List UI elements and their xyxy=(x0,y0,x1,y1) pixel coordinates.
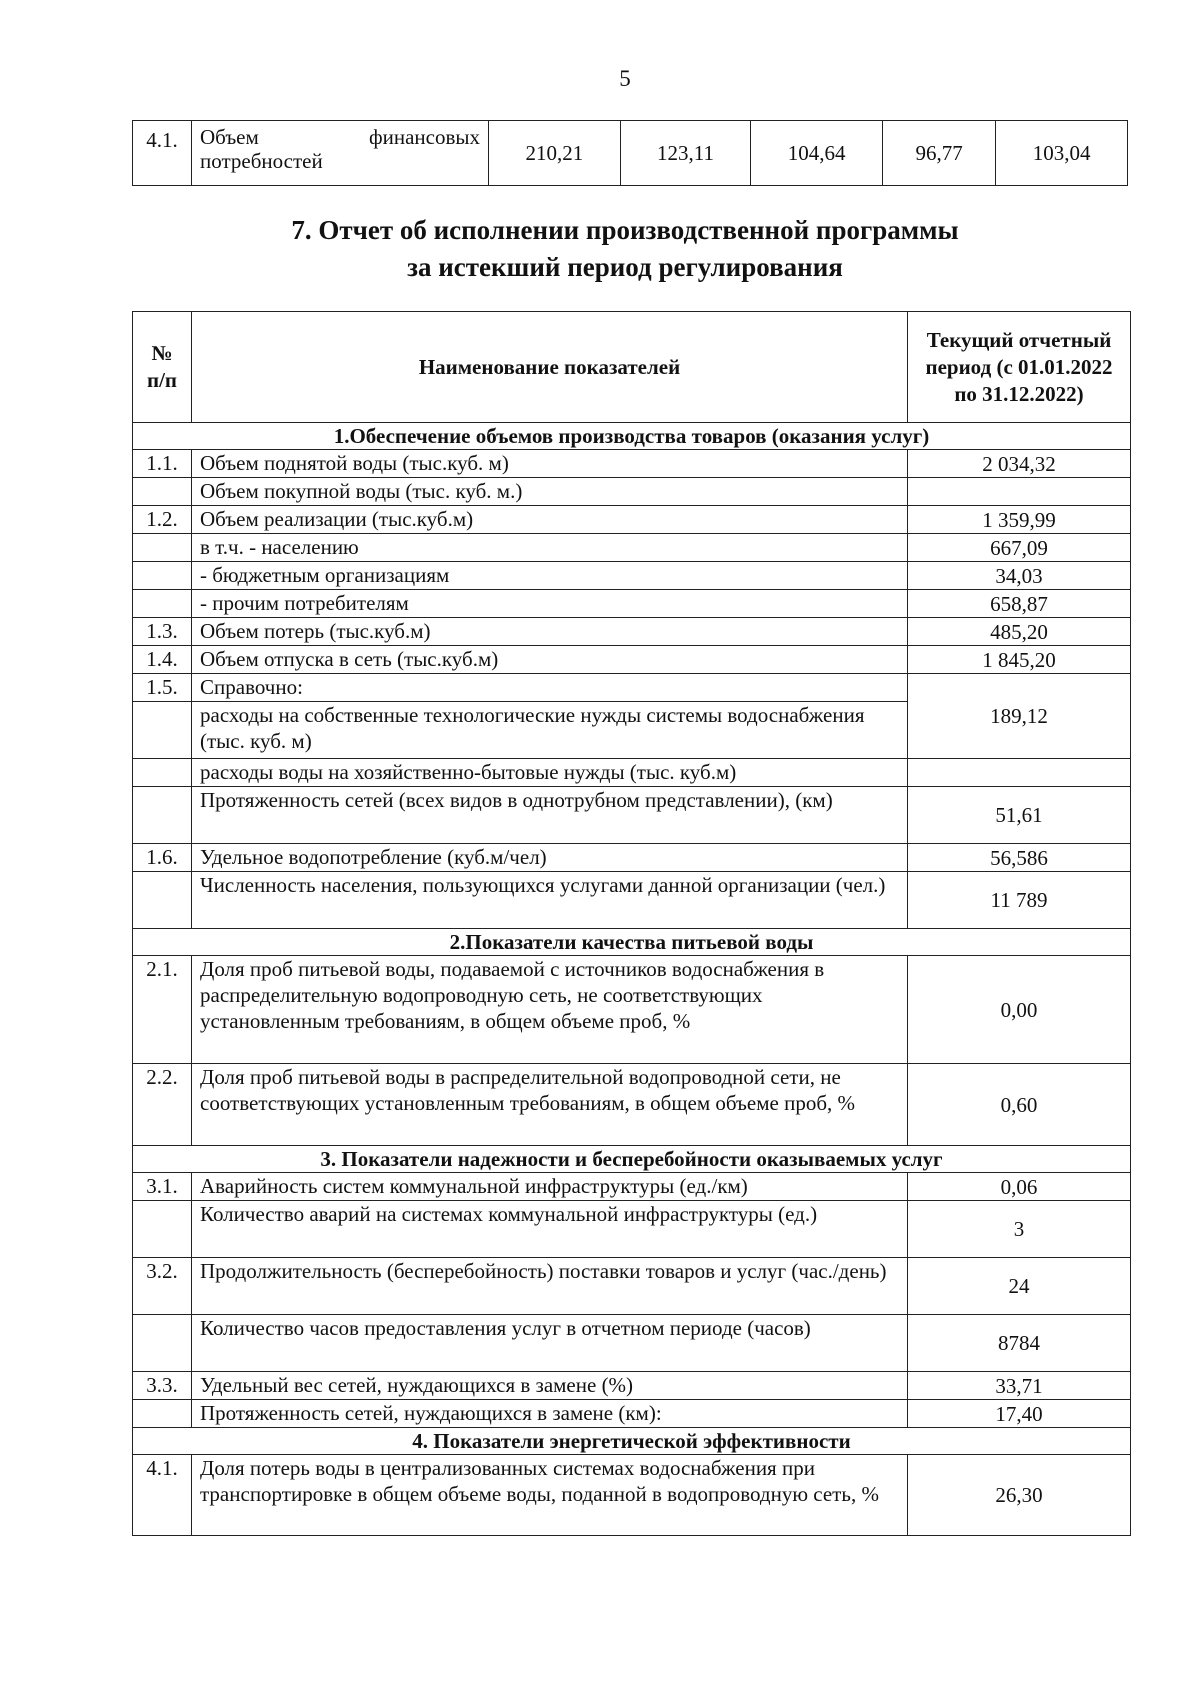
row-number xyxy=(133,478,192,506)
header-value: Текущий отчетный период (с 01.01.2022 по 31.12.2022) xyxy=(908,312,1131,423)
row-number: 1.3. xyxy=(133,618,192,646)
section-row xyxy=(133,423,1131,450)
row-name: Количество часов предоставления услуг в отчетном периоде (часов) xyxy=(192,1315,908,1372)
row-number: 2.2. xyxy=(133,1064,192,1146)
row-number: 3.2. xyxy=(133,1258,192,1315)
value-cell: 104,64 xyxy=(751,121,883,186)
row-name-line2: потребностей xyxy=(200,149,323,173)
value-cell: 26,30 xyxy=(908,1455,1131,1536)
row-name: - прочим потребителям xyxy=(192,590,908,618)
table-row xyxy=(133,844,1131,872)
row-name: расходы на собственные технологические нужды системы водоснабжения (тыс. куб. м) xyxy=(192,702,908,759)
table-row xyxy=(133,450,1131,478)
row-number xyxy=(133,759,192,787)
value-cell xyxy=(908,759,1131,787)
value-cell: 11 789 xyxy=(908,872,1131,929)
table-row xyxy=(133,618,1131,646)
section-title: 3. Показатели надежности и бесперебойности оказываемых услуг xyxy=(133,1146,1131,1173)
value-cell: 96,77 xyxy=(882,121,995,186)
value-cell: 210,21 xyxy=(489,121,621,186)
table-row xyxy=(133,590,1131,618)
table-row xyxy=(133,121,1128,186)
row-name: Объем покупной воды (тыс. куб. м.) xyxy=(192,478,908,506)
table-row xyxy=(133,1315,1131,1372)
value-cell: 56,586 xyxy=(908,844,1131,872)
table-row xyxy=(133,562,1131,590)
value-cell: 667,09 xyxy=(908,534,1131,562)
value-cell: 123,11 xyxy=(620,121,750,186)
row-name: Объем отпуска в сеть (тыс.куб.м) xyxy=(192,646,908,674)
row-number: 1.5. xyxy=(133,674,192,702)
table-header-row xyxy=(133,312,1131,423)
row-number xyxy=(133,534,192,562)
section-title: 2.Показатели качества питьевой воды xyxy=(133,929,1131,956)
value-cell: 0,00 xyxy=(908,956,1131,1064)
row-name: Доля проб питьевой воды в распределительной водопроводной сети, не соответствующих установленным требованиям, в общем объеме проб, % xyxy=(192,1064,908,1146)
value-cell: 103,04 xyxy=(996,121,1128,186)
section-title: 4. Показатели энергетической эффективности xyxy=(133,1428,1131,1455)
row-number xyxy=(133,787,192,844)
row-name: Доля проб питьевой воды, подаваемой с источников водоснабжения в распределительную водопроводную сеть, не соответствующих установленным требованиям, в общем объеме проб, % xyxy=(192,956,908,1064)
row-number: 2.1. xyxy=(133,956,192,1064)
table-row xyxy=(133,1173,1131,1201)
table-row xyxy=(133,872,1131,929)
row-number xyxy=(133,1400,192,1428)
table-row xyxy=(133,478,1131,506)
table-row xyxy=(133,1400,1131,1428)
row-number xyxy=(133,562,192,590)
table-row xyxy=(133,1064,1131,1146)
row-name: Доля потерь воды в централизованных системах водоснабжения при транспортировке в общем объеме воды, поданной в водопроводную сеть, % xyxy=(192,1455,908,1536)
page-number: 5 xyxy=(619,66,631,91)
table-row xyxy=(133,1372,1131,1400)
row-name xyxy=(192,121,489,186)
value-cell: 658,87 xyxy=(908,590,1131,618)
section-row xyxy=(133,1428,1131,1455)
table-row xyxy=(133,1455,1131,1536)
row-name: - бюджетным организациям xyxy=(192,562,908,590)
row-number xyxy=(133,1315,192,1372)
table-row xyxy=(133,1201,1131,1258)
value-cell: 2 034,32 xyxy=(908,450,1131,478)
table-body xyxy=(133,423,1131,1536)
section-heading xyxy=(0,212,1200,286)
row-number: 1.1. xyxy=(133,450,192,478)
row-number: 3.1. xyxy=(133,1173,192,1201)
header-name: Наименование показателей xyxy=(192,312,908,423)
production-program-table xyxy=(132,311,1131,1536)
table-row xyxy=(133,506,1131,534)
heading-line2: за истекший период регулирования xyxy=(407,252,843,282)
value-cell: 1 359,99 xyxy=(908,506,1131,534)
row-name: Объем потерь (тыс.куб.м) xyxy=(192,618,908,646)
value-cell: 24 xyxy=(908,1258,1131,1315)
value-cell: 0,06 xyxy=(908,1173,1131,1201)
section-title: 1.Обеспечение объемов производства товаров (оказания услуг) xyxy=(133,423,1131,450)
row-number: 4.1. xyxy=(133,121,192,186)
value-cell: 1 845,20 xyxy=(908,646,1131,674)
row-number xyxy=(133,872,192,929)
value-cell: 51,61 xyxy=(908,787,1131,844)
row-name: Удельное водопотребление (куб.м/чел) xyxy=(192,844,908,872)
table-row xyxy=(133,759,1131,787)
value-cell: 485,20 xyxy=(908,618,1131,646)
row-name: Справочно: xyxy=(192,674,908,702)
row-name: в т.ч. - населению xyxy=(192,534,908,562)
row-number: 1.4. xyxy=(133,646,192,674)
table-row xyxy=(133,956,1131,1064)
row-name: Аварийность систем коммунальной инфраструктуры (ед./км) xyxy=(192,1173,908,1201)
header-num: № п/п xyxy=(133,312,192,423)
table-row xyxy=(133,787,1131,844)
row-number: 3.3. xyxy=(133,1372,192,1400)
row-number xyxy=(133,702,192,759)
heading-line1: 7. Отчет об исполнении производственной программы xyxy=(291,215,959,245)
row-name: Продолжительность (бесперебойность) поставки товаров и услуг (час./день) xyxy=(192,1258,908,1315)
table-row xyxy=(133,534,1131,562)
row-name: Численность населения, пользующихся услугами данной организации (чел.) xyxy=(192,872,908,929)
financial-needs-table xyxy=(132,120,1128,186)
value-cell: 189,12 xyxy=(908,674,1131,759)
value-cell: 33,71 xyxy=(908,1372,1131,1400)
row-name: Количество аварий на системах коммунальной инфраструктуры (ед.) xyxy=(192,1201,908,1258)
section-row xyxy=(133,929,1131,956)
row-name: Объем реализации (тыс.куб.м) xyxy=(192,506,908,534)
row-number xyxy=(133,1201,192,1258)
row-number xyxy=(133,590,192,618)
value-cell xyxy=(908,478,1131,506)
row-name-line1: Объем финансовых xyxy=(200,125,480,149)
row-name: Протяженность сетей (всех видов в однотрубном представлении), (км) xyxy=(192,787,908,844)
section-row xyxy=(133,1146,1131,1173)
table-row xyxy=(133,1258,1131,1315)
row-number: 4.1. xyxy=(133,1455,192,1536)
row-name: расходы воды на хозяйственно-бытовые нужды (тыс. куб.м) xyxy=(192,759,908,787)
row-name: Удельный вес сетей, нуждающихся в замене (%) xyxy=(192,1372,908,1400)
value-cell: 0,60 xyxy=(908,1064,1131,1146)
row-number: 1.6. xyxy=(133,844,192,872)
value-cell: 17,40 xyxy=(908,1400,1131,1428)
table-row xyxy=(133,674,1131,702)
value-cell: 34,03 xyxy=(908,562,1131,590)
table-row xyxy=(133,646,1131,674)
row-number: 1.2. xyxy=(133,506,192,534)
value-cell: 8784 xyxy=(908,1315,1131,1372)
value-cell: 3 xyxy=(908,1201,1131,1258)
row-name: Объем поднятой воды (тыс.куб. м) xyxy=(192,450,908,478)
row-name: Протяженность сетей, нуждающихся в замене (км): xyxy=(192,1400,908,1428)
